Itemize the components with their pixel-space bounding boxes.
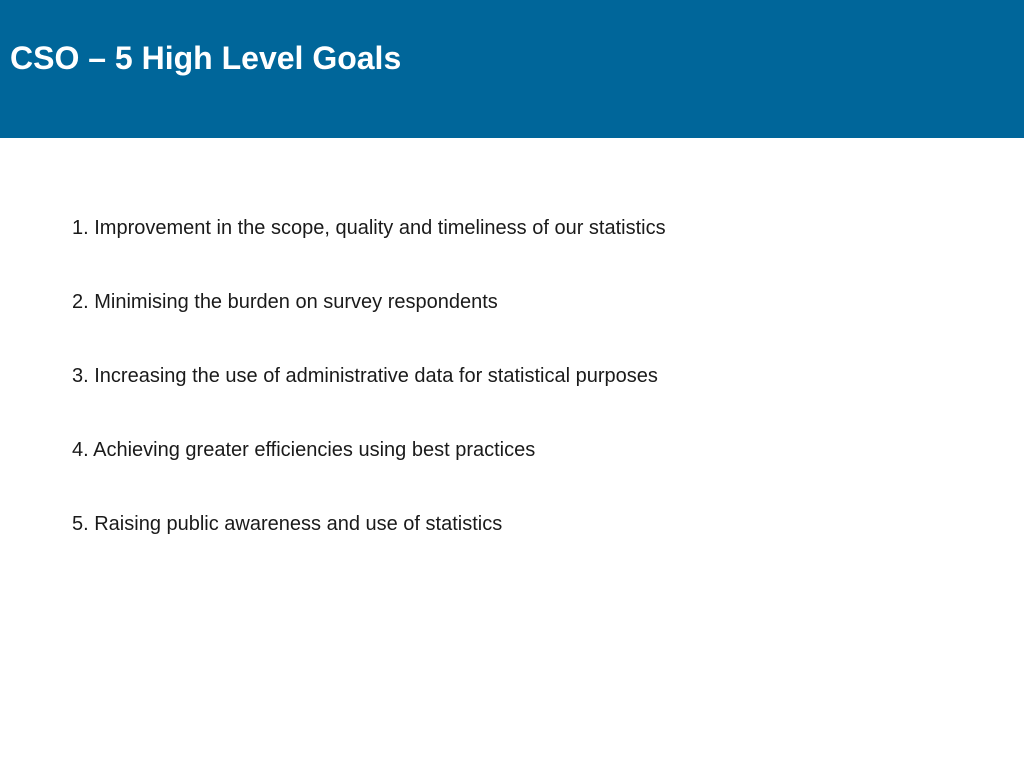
slide-title: CSO – 5 High Level Goals: [10, 40, 402, 76]
goals-list: [72, 212, 666, 582]
goal-item-3: 3. Increasing the use of administrative data for statistical purposes: [72, 365, 658, 387]
title-bar: [0, 0, 1024, 138]
goal-item-5: 5. Raising public awareness and use of statistics: [72, 513, 503, 535]
goal-item-4: 4. Achieving greater efficiencies using best practices: [72, 439, 536, 461]
goal-item-1: 1. Improvement in the scope, quality and timeliness of our statistics: [72, 217, 666, 239]
goal-item-2: 2. Minimising the burden on survey respondents: [72, 291, 498, 313]
